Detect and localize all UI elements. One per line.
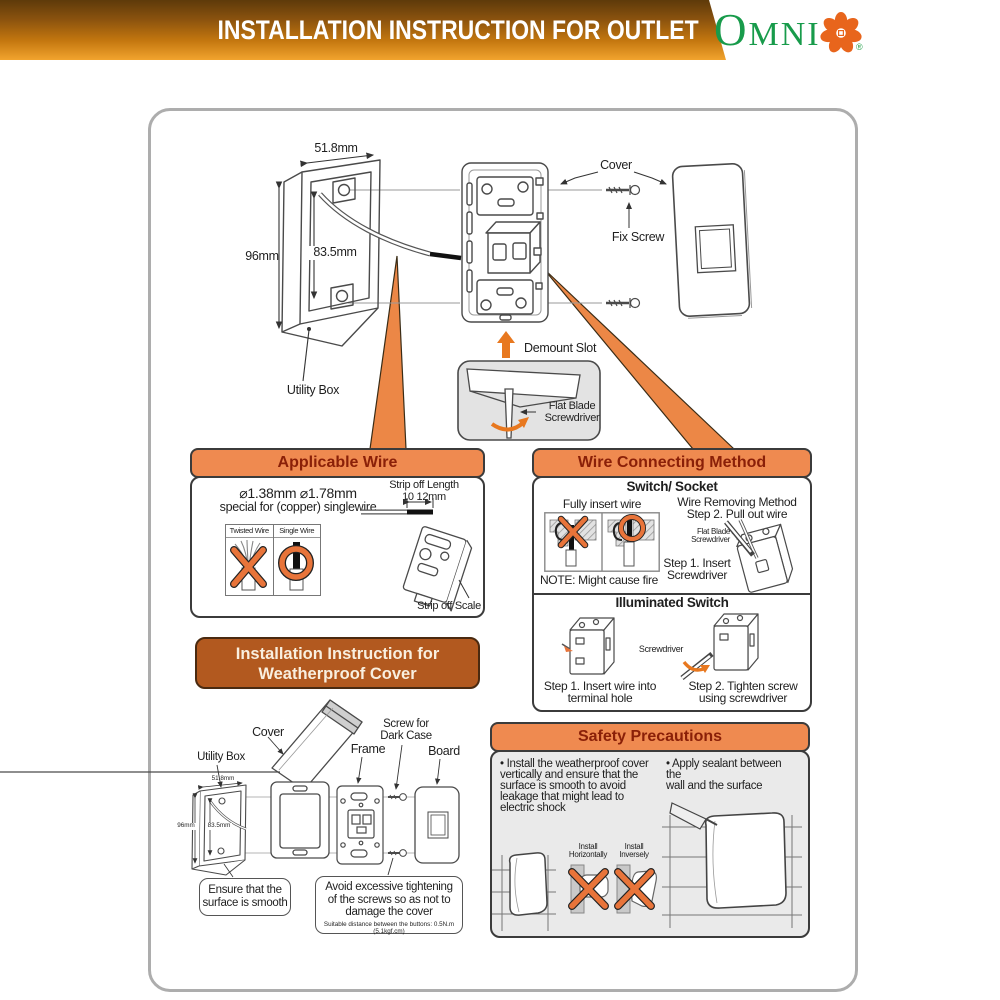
wp-utility-box-label: Utility Box: [197, 751, 245, 763]
safety-bullet-2: • Apply sealant between the wall and the surface: [666, 758, 782, 792]
wire-type-table: [225, 524, 321, 596]
wp-board-label: Board: [428, 744, 460, 758]
twisted-wire-header: Twisted Wire: [226, 525, 273, 538]
illuminated-step1-art: [556, 608, 628, 680]
fully-insert-label: Fully insert wire: [562, 497, 642, 511]
utility-box-label: Utility Box: [286, 383, 340, 397]
brand-name: OMNI: [714, 5, 821, 55]
weatherproof-art: [188, 692, 488, 877]
flat-blade-label: Flat Blade Screwdriver: [544, 400, 600, 424]
wire-connecting-header: Wire Connecting Method: [532, 448, 812, 478]
single-wire-o-icon: [274, 538, 319, 593]
top-diagram-art: [150, 110, 850, 450]
switch-socket-title: Switch/ Socket: [626, 479, 718, 494]
cover-label: Cover: [600, 158, 632, 172]
note-label: NOTE: Might cause fire: [539, 573, 659, 587]
illuminated-step2-art: [680, 604, 764, 686]
registered-mark: ®: [856, 42, 863, 52]
demount-slot-label: Demount Slot: [524, 341, 597, 355]
fix-screw-label: Fix Screw: [611, 230, 665, 244]
screwdriver-label: Screwdriver: [638, 644, 684, 654]
illuminated-step1-caption: Step 1. Insert wire into terminal hole: [543, 679, 657, 705]
wire-removing-line1: Wire Removing Method: [677, 495, 797, 509]
applicable-wire-header: Applicable Wire: [190, 448, 485, 478]
strip-scale-label: Strip off Scale: [417, 600, 481, 612]
install-horizontally-label: Install Horizontally: [568, 842, 608, 859]
dim-width-label: 51.8mm: [314, 141, 358, 155]
wp-dim-height: 96mm: [177, 822, 195, 829]
wire-removing-line2: Step 2. Pull out wire: [686, 507, 788, 521]
strip-length-value: 10 12mm: [402, 491, 446, 503]
tighten-note: Suitable distance between the buttons: 0.5N.m (5.1kgf.cm): [323, 920, 455, 935]
dim-height-label: 96mm: [245, 249, 279, 263]
fix-screw-bottom-icon: [606, 298, 640, 308]
dim-inner-label: 83.5mm: [309, 246, 361, 260]
safety-header: Safety Precautions: [490, 722, 810, 752]
wire-spec-line2: special for (copper) singlewire: [219, 500, 377, 514]
twisted-wire-x-icon: [226, 538, 271, 593]
fix-screw-top-icon: [606, 185, 640, 195]
illuminated-title: Illuminated Switch: [615, 595, 729, 610]
weatherproof-header: Installation Instruction for Weatherproof Cover: [195, 637, 480, 689]
wp-frame-label: Frame: [350, 742, 386, 756]
wp-dim-inner: 83.5mm: [207, 822, 231, 829]
wp-screw-label: Screw for Dark Case: [380, 718, 432, 742]
smooth-surface-callout: Ensure that the surface is smooth: [199, 878, 291, 916]
install-inversely-label: Install Inversely: [619, 842, 649, 859]
wire-removing-art: [720, 518, 808, 596]
illuminated-step2-caption: Step 2. Tighten screw using screwdriver: [688, 679, 798, 705]
safety-bullet-1: • Install the weatherproof cover vertically and ensure that the surface is smooth to avoid leakage that might lead to electric shock: [500, 758, 649, 814]
demount-arrow-icon: [497, 331, 515, 358]
step1-insert-label: Step 1. Insert Screwdriver: [663, 556, 731, 582]
strip-length-label: Strip off Length: [389, 479, 459, 491]
avoid-tightening-callout: Avoid excessive tightening of the screws so as not to damage the cover Suitable distance between the buttons: 0.5N.m (5.1kgf.cm): [315, 876, 463, 934]
single-wire-header: Single Wire: [274, 525, 321, 538]
flat-blade-small-label: Flat Blade Screwdriver: [691, 527, 730, 544]
wp-cover-label: Cover: [252, 725, 284, 739]
insert-wire-cells: [544, 512, 660, 572]
page-title: INSTALLATION INSTRUCTION FOR OUTLET: [217, 15, 699, 45]
wp-dim-width: 51.8mm: [211, 775, 235, 782]
safety-art: [492, 795, 808, 938]
wire-spec-line1: ⌀1.38mm ⌀1.78mm: [239, 485, 357, 501]
